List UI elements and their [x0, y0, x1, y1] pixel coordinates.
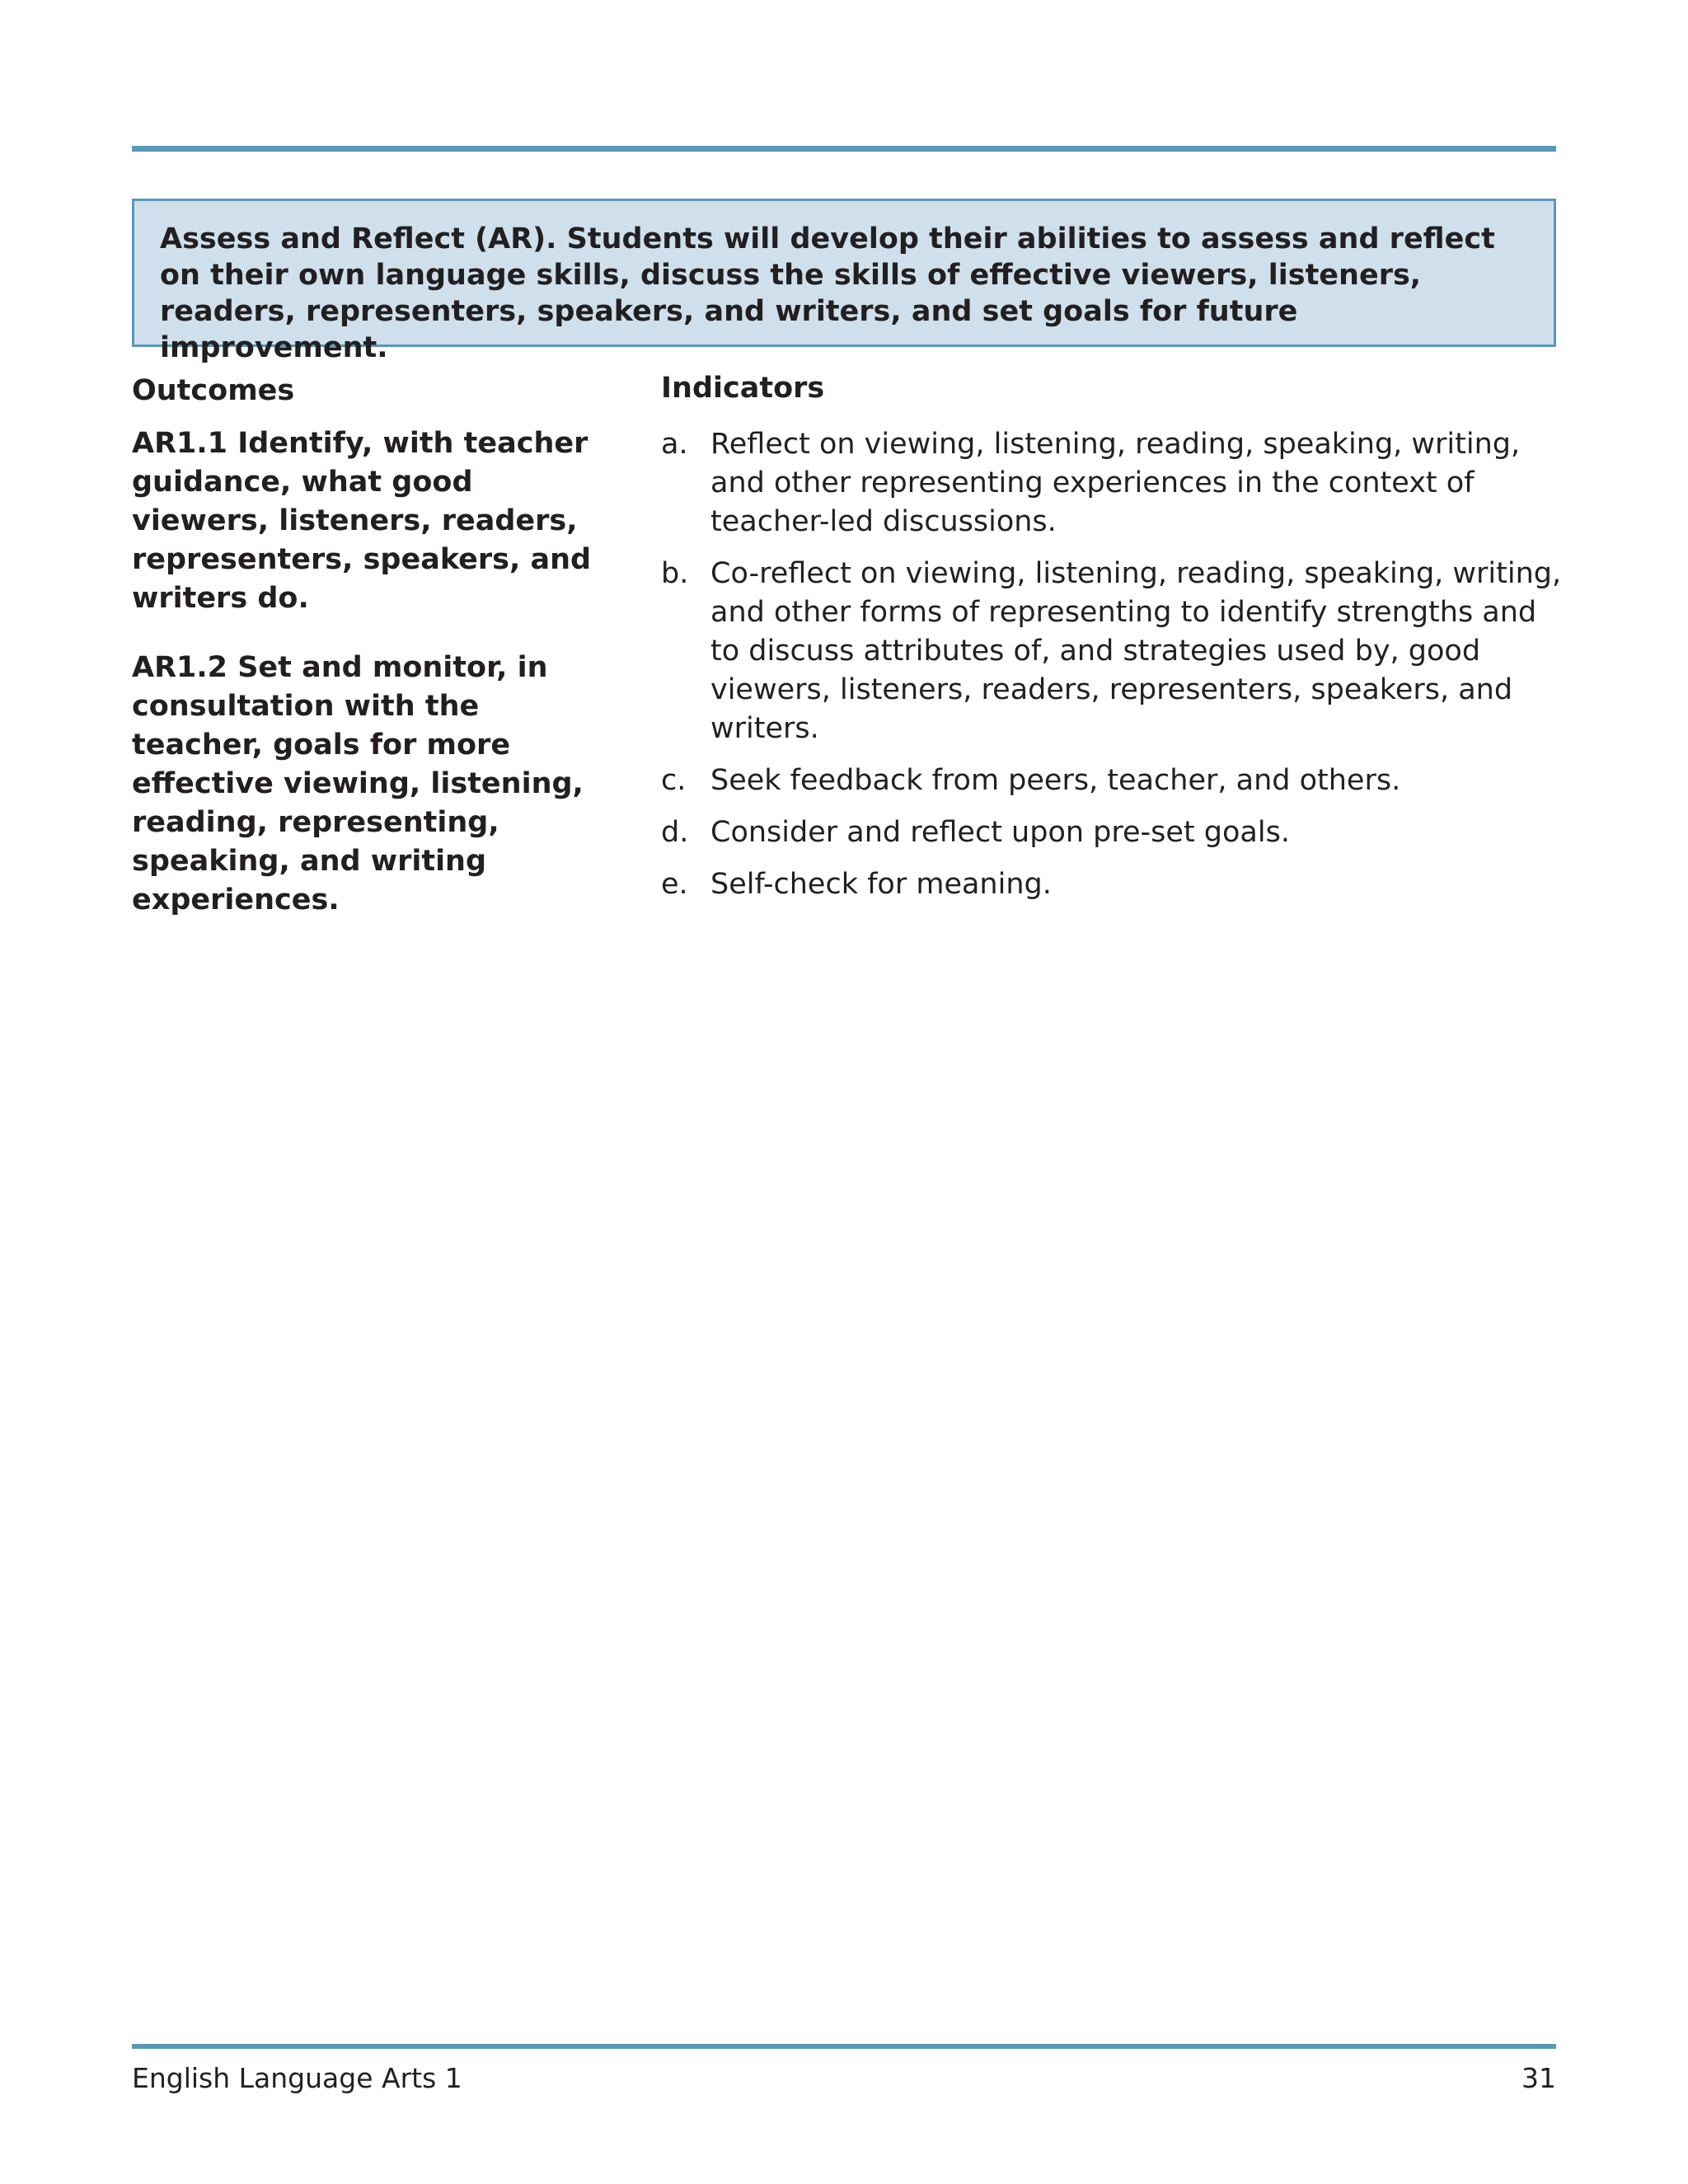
- page-number: 31: [1522, 2062, 1556, 2094]
- indicator-letter: e.: [661, 868, 688, 901]
- indicator-item: [661, 813, 1568, 852]
- indicator-letter: c.: [661, 764, 687, 797]
- outcomes-heading: Outcomes: [132, 374, 295, 407]
- top-divider: [132, 146, 1556, 152]
- indicator-letter: a.: [661, 428, 688, 461]
- indicator-letter: d.: [661, 816, 689, 849]
- outcome-item: AR1.2 Set and monitor, in consultation with the teacher, goals for more effective viewing, listening, reading, representing, speaking, and writing experiences.: [132, 651, 584, 916]
- goal-banner: [132, 199, 1556, 364]
- indicator-text: Co-reflect on viewing, listening, reading, speaking, writing, and other forms of representing to identify strengths and to discuss attributes of, and strategies used by, good viewers, listeners, readers, representers, speakers, and writers.: [710, 557, 1562, 745]
- indicator-text: Consider and reflect upon pre-set goals.: [710, 816, 1290, 849]
- indicator-item: [661, 555, 1568, 748]
- footer-title: English Language Arts 1: [132, 2062, 462, 2094]
- indicator-item: [661, 425, 1568, 541]
- indicator-item: [661, 865, 1568, 904]
- indicator-item: [661, 762, 1568, 800]
- goal-banner-text: Assess and Reflect (AR). Students will develop their abilities to assess and reflect on their own language skills, discuss the skills of effective viewers, listeners, readers, representers, speakers, and writers, and set goals for future improvement.: [160, 223, 1495, 364]
- indicator-text: Reflect on viewing, listening, reading, speaking, writing, and other representing experiences in the context of teacher-led discussions.: [710, 428, 1521, 538]
- indicators-heading: Indicators: [661, 372, 825, 405]
- bottom-divider: [132, 2044, 1556, 2049]
- outcomes-column: [132, 373, 593, 950]
- indicator-text: Self-check for meaning.: [710, 868, 1052, 901]
- outcome-item: AR1.1 Identify, with teacher guidance, what good viewers, listeners, readers, representers, speakers, and writers do.: [132, 427, 592, 615]
- indicator-letter: b.: [661, 557, 689, 590]
- indicator-text: Seek feedback from peers, teacher, and others.: [710, 764, 1401, 797]
- indicators-column: [661, 370, 1568, 917]
